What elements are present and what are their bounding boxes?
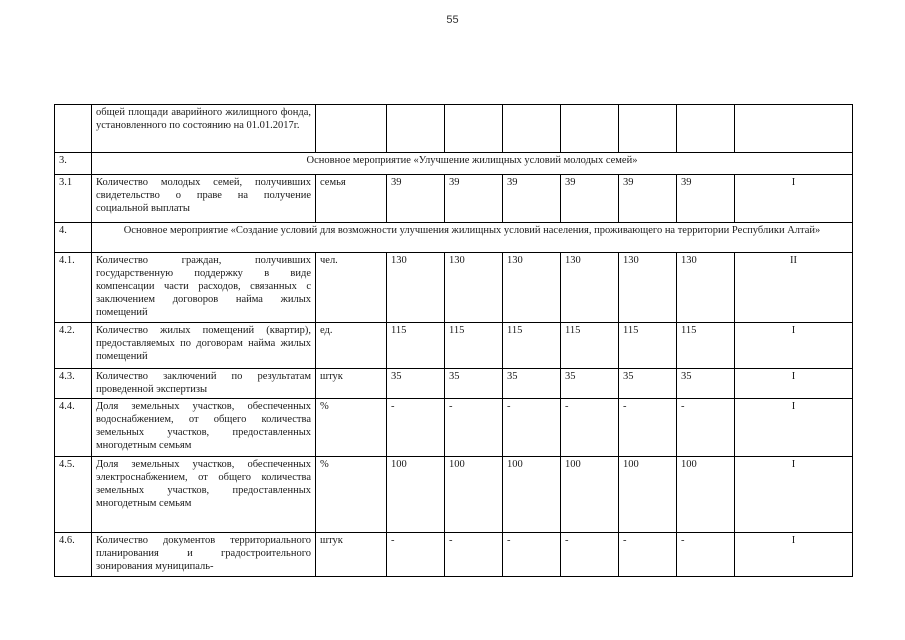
row-description: Доля земельных участков, обеспеченных водоснабжением, от общего количества земельных участков, предоставленных многодетным семьям [92, 399, 316, 457]
row-value: - [503, 399, 561, 457]
table-row [55, 253, 853, 323]
row-value [619, 105, 677, 153]
row-description: Количество документов территориального планирования и градостроительного зонирования муниципаль- [92, 533, 316, 577]
row-value: 100 [445, 457, 503, 533]
row-number: 4.2. [55, 323, 92, 369]
row-unit: штук [316, 533, 387, 577]
section-row [55, 223, 853, 253]
row-value: 35 [677, 369, 735, 399]
row-value: 130 [677, 253, 735, 323]
row-value: - [619, 399, 677, 457]
row-value: - [619, 533, 677, 577]
row-value: 115 [387, 323, 445, 369]
row-note: II [735, 253, 853, 323]
table-row [55, 457, 853, 533]
row-value: - [445, 399, 503, 457]
row-note: I [735, 369, 853, 399]
row-value: 115 [561, 323, 619, 369]
page-number: 55 [446, 14, 459, 26]
row-value: 115 [503, 323, 561, 369]
row-unit: штук [316, 369, 387, 399]
row-value: 39 [387, 175, 445, 223]
indicators-table [54, 104, 853, 577]
table-row [55, 369, 853, 399]
table-row [55, 323, 853, 369]
row-number: 4.4. [55, 399, 92, 457]
section-title: Основное мероприятие «Создание условий для возможности улучшения жилищных условий населения, проживающего на территории Республики Алтай» [92, 223, 853, 253]
row-note: I [735, 457, 853, 533]
row-value: - [387, 399, 445, 457]
row-value: 39 [503, 175, 561, 223]
row-number: 4.3. [55, 369, 92, 399]
row-value: - [561, 533, 619, 577]
row-value: 130 [387, 253, 445, 323]
row-value: 35 [445, 369, 503, 399]
row-description: Количество граждан, получивших государственную поддержку в виде компенсации части расходов, связанных с заключением договоров найма жилых помещений [92, 253, 316, 323]
row-unit: чел. [316, 253, 387, 323]
row-number [55, 105, 92, 153]
row-value: 35 [619, 369, 677, 399]
row-unit [316, 105, 387, 153]
row-value: - [445, 533, 503, 577]
row-description: общей площади аварийного жилищного фонда, установленного по состоянию на 01.01.2017г. [92, 105, 316, 153]
row-description: Количество молодых семей, получивших свидетельство о праве на получение социальной выплаты [92, 175, 316, 223]
row-value [677, 105, 735, 153]
row-description: Количество жилых помещений (квартир), предоставляемых по договорам найма жилых помещений [92, 323, 316, 369]
row-value [445, 105, 503, 153]
row-value: 115 [677, 323, 735, 369]
row-note: I [735, 399, 853, 457]
row-value [503, 105, 561, 153]
row-value: 39 [677, 175, 735, 223]
table-row [55, 399, 853, 457]
row-value: 39 [561, 175, 619, 223]
row-number: 4.6. [55, 533, 92, 577]
section-title: Основное мероприятие «Улучшение жилищных условий молодых семей» [92, 153, 853, 175]
row-value: - [503, 533, 561, 577]
row-number: 4.1. [55, 253, 92, 323]
row-value: 130 [503, 253, 561, 323]
row-value: - [677, 533, 735, 577]
row-value [561, 105, 619, 153]
row-note [735, 105, 853, 153]
row-value: 35 [387, 369, 445, 399]
table-row [55, 533, 853, 577]
row-unit: % [316, 457, 387, 533]
row-note: I [735, 323, 853, 369]
row-number: 4.5. [55, 457, 92, 533]
section-number: 3. [55, 153, 92, 175]
row-value [387, 105, 445, 153]
row-unit: ед. [316, 323, 387, 369]
row-value: - [677, 399, 735, 457]
section-row [55, 153, 853, 175]
row-value: 130 [619, 253, 677, 323]
row-value: 100 [503, 457, 561, 533]
table-row [55, 175, 853, 223]
row-value: 115 [445, 323, 503, 369]
row-value: - [561, 399, 619, 457]
table-row [55, 105, 853, 153]
row-unit: семья [316, 175, 387, 223]
row-number: 3.1 [55, 175, 92, 223]
row-description: Количество заключений по результатам проведенной экспертизы [92, 369, 316, 399]
row-value: 100 [561, 457, 619, 533]
section-number: 4. [55, 223, 92, 253]
row-value: 130 [445, 253, 503, 323]
row-value: 39 [445, 175, 503, 223]
row-description: Доля земельных участков, обеспеченных электроснабжением, от общего количества земельных участков, предоставленных многодетным семьям [92, 457, 316, 533]
row-value: 130 [561, 253, 619, 323]
row-value: 35 [503, 369, 561, 399]
row-value: 100 [619, 457, 677, 533]
row-value: 100 [677, 457, 735, 533]
row-value: 100 [387, 457, 445, 533]
row-note: I [735, 533, 853, 577]
row-value: 35 [561, 369, 619, 399]
row-value: - [387, 533, 445, 577]
row-note: I [735, 175, 853, 223]
row-value: 115 [619, 323, 677, 369]
row-unit: % [316, 399, 387, 457]
row-value: 39 [619, 175, 677, 223]
